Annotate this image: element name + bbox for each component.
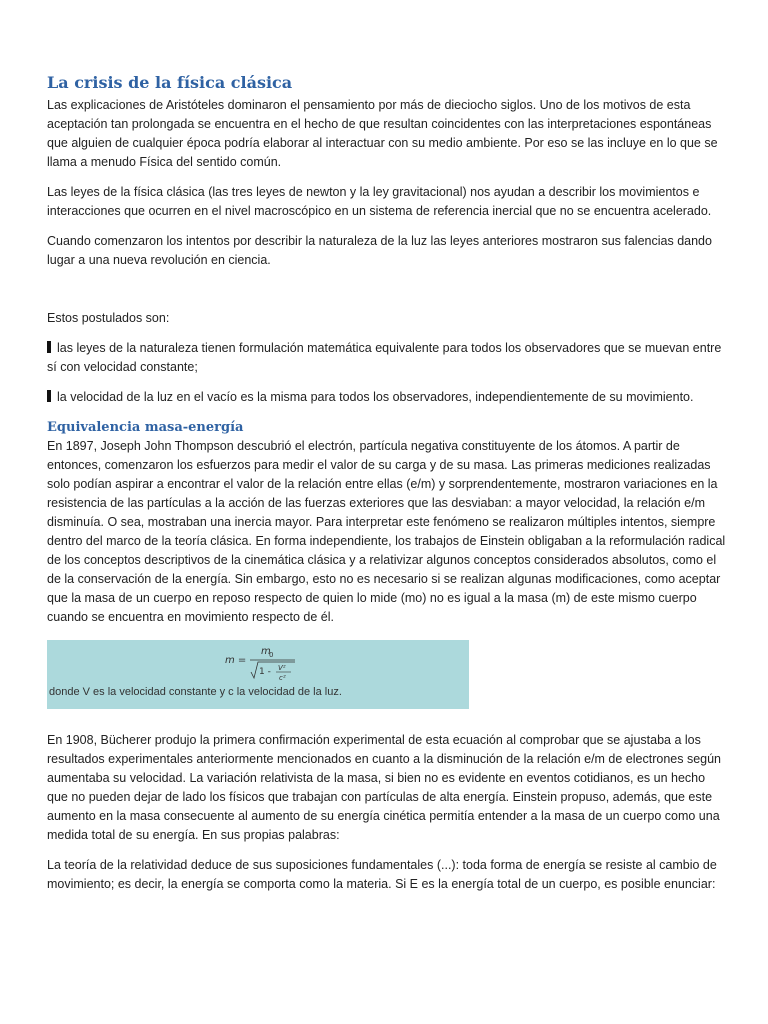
formula-v2: V² <box>278 664 286 672</box>
formula-graphic <box>47 640 469 709</box>
formula-numerator: m <box>261 646 271 657</box>
formula-caption: donde V es la velocidad constante y c la velocidad de la luz. <box>49 686 342 698</box>
paragraph-leyes-clasicas: Las leyes de la física clásica (las tres leyes de newton y la ley gravitacional) nos ayudan a describir los movimientos e interacciones que ocurren en el nivel macroscópico en un sistema de referencia inercial que no se encuentra acelerado. <box>47 185 712 218</box>
bullet-icon <box>47 341 51 353</box>
postulate-item <box>47 339 727 377</box>
formula-numerator-sub: 0 <box>269 651 274 659</box>
postulate-text: la velocidad de la luz en el vacío es la misma para todos los observadores, independientemente de su movimiento. <box>57 390 694 404</box>
postulate-item <box>47 388 727 407</box>
section-heading-crisis: La crisis de la física clásica <box>47 73 293 92</box>
formula-c2: c² <box>279 674 286 682</box>
paragraph-thompson: En 1897, Joseph John Thompson descubrió el electrón, partícula negativa constituyente de los átomos. A partir de entonces, comenzaron los esfuerzos para medir el valor de su carga y de su masa. Las primeras mediciones realizadas solo podían aspirar a encontrar el valor de la relación entre ellas (e/m) y sorprendentemente, mostraron variaciones en la resistencia de las partículas a la acción de las fuerzas exteriores que las desviaban: a mayor velocidad, la relación e/m disminuía. O sea, mostraban una inercia mayor. Para interpretar este fenómeno se realizaron múltiples intentos, siempre dentro del marco de la teoría clásica. En forma independiente, los trabajos de Einstein obligaban a la reformulación radical de los conceptos descriptivos de la cinemática clásica y a relativizar algunos conceptos considerados absolutos, como el de la conservación de la energía. Sin embargo, esto no es necesario si se realizan algunas modificaciones, como aceptar que la masa de un cuerpo en reposo respecto de quien lo mide (mo) no es igual a la masa (m) de este mismo cuerpo cuando se encuentra en movimiento respecto de él. <box>47 439 726 624</box>
bullet-icon <box>47 390 51 402</box>
paragraph-aristoteles: Las explicaciones de Aristóteles dominaron el pensamiento por más de dieciocho siglos. Uno de los motivos de esta aceptación tan prolongada se encuentra en el hecho de que resultan coincidentes con las interpretaciones espontáneas que alguien de cualquier época podría elaborar al interactuar con su medio ambiente. Por eso se las incluye en lo que se llama a menudo Física del sentido común. <box>47 98 718 169</box>
formula-lhs: m = <box>225 655 247 666</box>
postulate-text: las leyes de la naturaleza tienen formulación matemática equivalente para todos los observadores que se muevan entre sí con velocidad constante; <box>47 341 722 374</box>
formula-figure <box>47 640 469 709</box>
paragraph-naturaleza-luz: Cuando comenzaron los intentos por describir la naturaleza de la luz las leyes anteriores mostraron sus falencias dando lugar a una nueva revolución en ciencia. <box>47 234 712 267</box>
document-content <box>47 70 727 905</box>
paragraph-einstein-quote: La teoría de la relatividad deduce de sus suposiciones fundamentales (...): toda forma de energía se resiste al cambio de movimiento; es decir, la energía se comporta como la materia. Si E es la energía total de un cuerpo, es posible enunciar: <box>47 858 717 891</box>
postulates-intro: Estos postulados son: <box>47 311 170 325</box>
section-heading-equivalencia: Equivalencia masa-energía <box>47 420 244 435</box>
paragraph-bucherer: En 1908, Bücherer produjo la primera confirmación experimental de esta ecuación al comprobar que se ajustaba a los resultados experimentales anteriormente mencionados en cuanto a la disminución de la relación e/m de electrones según aumentaba su velocidad. La variación relativista de la masa, si bien no es evidente en eventos cotidianos, es un hecho que no pueden dejar de lado los físicos que trabajan con partículas de alta energía. Einstein propuso, además, que este aumento en la masa consecuente al aumento de su energía cinética permitía entender a la masa de un cuerpo como una medida total de su energía. En sus propias palabras: <box>47 733 722 842</box>
sqrt-sign <box>251 662 295 678</box>
spacer <box>47 281 727 309</box>
formula-one-minus: 1 - <box>259 667 271 677</box>
